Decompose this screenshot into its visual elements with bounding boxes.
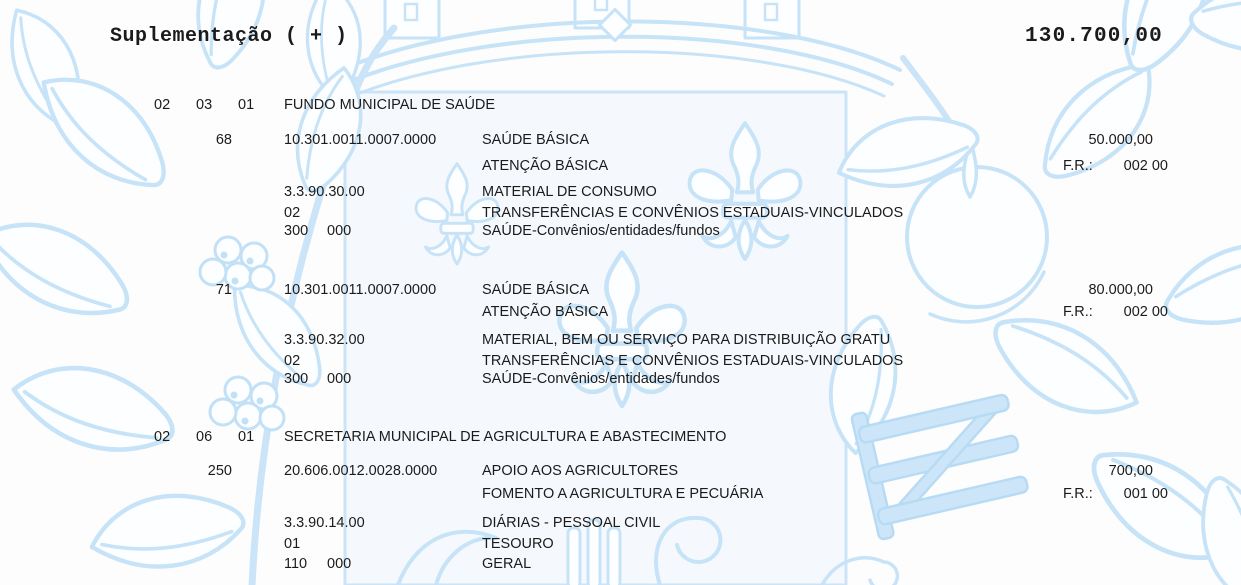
detail-code-a: 300 — [284, 371, 309, 387]
fr-label: F.R.: — [1063, 304, 1093, 320]
entry-value: 50.000,00 — [1088, 132, 1153, 148]
entry-expense-row — [0, 515, 1241, 532]
detail-code-b: 000 — [327, 223, 352, 239]
subaction-name: ATENÇÃO BÁSICA — [482, 304, 609, 320]
entry-number: 71 — [215, 282, 232, 298]
source-code: 02 — [284, 205, 301, 221]
entry-detail-row — [0, 556, 1241, 573]
entry-source-row — [0, 353, 1241, 370]
entry-value: 700,00 — [1108, 463, 1153, 479]
action-code: 20.606.0012.0028.0000 — [284, 463, 438, 479]
expense-name: DIÁRIAS - PESSOAL CIVIL — [482, 515, 661, 531]
entry-value: 80.000,00 — [1088, 282, 1153, 298]
entry-detail-row — [0, 371, 1241, 388]
org-name: FUNDO MUNICIPAL DE SAÚDE — [284, 97, 496, 113]
org-code-2: 06 — [196, 429, 213, 445]
detail-name: GERAL — [482, 556, 532, 572]
action-code: 10.301.0011.0007.0000 — [284, 132, 437, 148]
expense-code: 3.3.90.30.00 — [284, 184, 365, 200]
action-code: 10.301.0011.0007.0000 — [284, 282, 437, 298]
detail-code-a: 110 — [284, 556, 308, 572]
org-code-3: 01 — [238, 429, 255, 445]
expense-code: 3.3.90.32.00 — [284, 332, 365, 348]
document-total-value: 130.700,00 — [1024, 25, 1163, 48]
entry-detail-row — [0, 223, 1241, 240]
source-name: TRANSFERÊNCIAS E CONVÊNIOS ESTADUAIS-VINCULADOS — [482, 205, 904, 221]
org-row — [0, 97, 1241, 114]
org-row — [0, 429, 1241, 446]
org-code-2: 03 — [196, 97, 213, 113]
entry-main-row — [0, 132, 1241, 149]
entry-subaction-row — [0, 486, 1241, 503]
entry-main-row — [0, 463, 1241, 480]
subaction-name: FOMENTO A AGRICULTURA E PECUÁRIA — [482, 486, 764, 502]
detail-code-a: 300 — [284, 223, 309, 239]
action-name: SAÚDE BÁSICA — [482, 132, 590, 148]
detail-code-b: 000 — [327, 556, 352, 572]
entry-subaction-row — [0, 158, 1241, 175]
action-name: SAÚDE BÁSICA — [482, 282, 590, 298]
fr-value: 002 00 — [1123, 304, 1168, 320]
fr-value: 001 00 — [1123, 486, 1168, 502]
entry-subaction-row — [0, 304, 1241, 321]
entry-source-row — [0, 536, 1241, 553]
source-name: TESOURO — [482, 536, 554, 552]
entry-expense-row — [0, 332, 1241, 349]
fr-label: F.R.: — [1063, 486, 1093, 502]
detail-code-b: 000 — [327, 371, 352, 387]
document-title: Suplementação ( + ) — [110, 25, 348, 48]
subaction-name: ATENÇÃO BÁSICA — [482, 158, 609, 174]
source-code: 01 — [284, 536, 301, 552]
expense-name: MATERIAL, BEM OU SERVIÇO PARA DISTRIBUIÇÃO GRATU — [482, 332, 891, 348]
entry-expense-row — [0, 184, 1241, 201]
source-code: 02 — [284, 353, 301, 369]
source-name: TRANSFERÊNCIAS E CONVÊNIOS ESTADUAIS-VINCULADOS — [482, 353, 904, 369]
fr-value: 002 00 — [1123, 158, 1168, 174]
entry-number: 68 — [215, 132, 232, 148]
expense-code: 3.3.90.14.00 — [284, 515, 365, 531]
entry-source-row — [0, 205, 1241, 222]
action-name: APOIO AOS AGRICULTORES — [482, 463, 679, 479]
fr-label: F.R.: — [1063, 158, 1093, 174]
detail-name: SAÚDE-Convênios/entidades/fundos — [482, 223, 720, 239]
org-code-1: 02 — [154, 97, 171, 113]
org-code-3: 01 — [238, 97, 255, 113]
org-name: SECRETARIA MUNICIPAL DE AGRICULTURA E ABASTECIMENTO — [284, 429, 727, 445]
expense-name: MATERIAL DE CONSUMO — [482, 184, 657, 200]
entry-number: 250 — [207, 463, 232, 479]
org-code-1: 02 — [154, 429, 171, 445]
detail-name: SAÚDE-Convênios/entidades/fundos — [482, 371, 720, 387]
entry-main-row — [0, 282, 1241, 299]
